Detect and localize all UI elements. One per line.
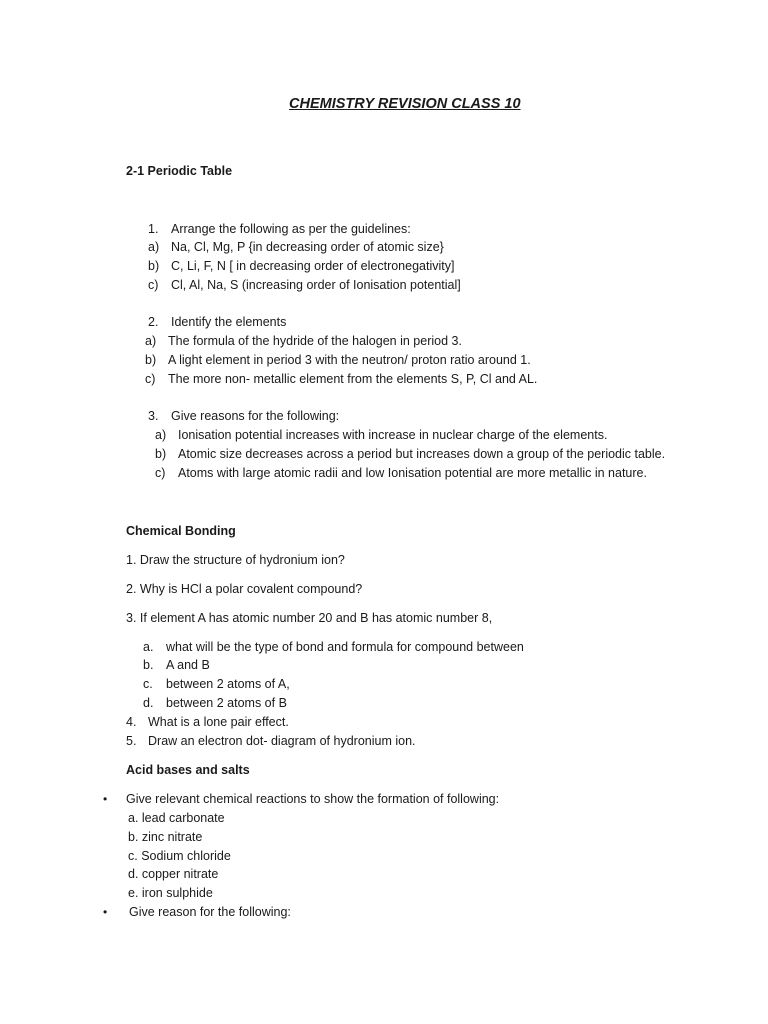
question-3a-label: a) — [155, 428, 167, 442]
bonding-question-1: 1. Draw the structure of hydronium ion? — [126, 553, 345, 567]
acid-question-2: Give reason for the following: — [129, 905, 291, 919]
question-2-number: 2. — [148, 315, 159, 329]
question-3a-text: Ionisation potential increases with increase in nuclear charge of the elements. — [178, 428, 608, 442]
bonding-question-3a-text: what will be the type of bond and formula for compound between — [166, 640, 524, 654]
question-3c-text: Atoms with large atomic radii and low Ionisation potential are more metallic in nature. — [178, 466, 647, 480]
question-2a-label: a) — [145, 334, 157, 348]
question-3b-text: Atomic size decreases across a period but increases down a group of the periodic table. — [178, 447, 666, 461]
bonding-question-3: 3. If element A has atomic number 20 and B has atomic number 8, — [126, 611, 493, 625]
bonding-question-4-text: What is a lone pair effect. — [148, 715, 289, 729]
section-heading-acid-bases-salts: Acid bases and salts — [126, 763, 250, 777]
question-1-text: Arrange the following as per the guidelines: — [171, 222, 411, 236]
question-1a-label: a) — [148, 240, 160, 254]
page-title: CHEMISTRY REVISION CLASS 10 — [289, 96, 521, 112]
question-2b-label: b) — [145, 353, 157, 367]
question-1b-text: C, Li, F, N [ in decreasing order of electronegativity] — [171, 259, 455, 273]
question-2b-text: A light element in period 3 with the neutron/ proton ratio around 1. — [168, 353, 531, 367]
bullet-icon: • — [103, 792, 108, 806]
bonding-question-3b-text: A and B — [166, 658, 210, 672]
acid-question-1d: d. copper nitrate — [128, 867, 219, 881]
question-3-text: Give reasons for the following: — [171, 409, 340, 423]
question-2c-text: The more non- metallic element from the elements S, P, Cl and AL. — [168, 372, 538, 386]
bonding-question-3d-label: d. — [143, 696, 154, 710]
bonding-question-5-number: 5. — [126, 734, 137, 748]
section-heading-periodic-table: 2-1 Periodic Table — [126, 164, 233, 178]
bonding-question-3a-label: a. — [143, 640, 154, 654]
question-3-number: 3. — [148, 409, 159, 423]
question-1c-label: c) — [148, 278, 159, 292]
acid-question-1e: e. iron sulphide — [128, 886, 213, 900]
question-3b-label: b) — [155, 447, 167, 461]
question-1c-text: Cl, Al, Na, S (increasing order of Ionisation potential] — [171, 278, 461, 292]
bonding-question-5-text: Draw an electron dot- diagram of hydronium ion. — [148, 734, 416, 748]
bonding-question-3c-label: c. — [143, 677, 153, 691]
question-1b-label: b) — [148, 259, 160, 273]
bonding-question-3c-text: between 2 atoms of A, — [166, 677, 290, 691]
bonding-question-2: 2. Why is HCl a polar covalent compound? — [126, 582, 363, 596]
acid-question-1: Give relevant chemical reactions to show the formation of following: — [126, 792, 500, 806]
question-2-text: Identify the elements — [171, 315, 287, 329]
bonding-question-3b-label: b. — [143, 658, 154, 672]
acid-question-1b: b. zinc nitrate — [128, 830, 203, 844]
bullet-icon: • — [103, 905, 108, 919]
question-2a-text: The formula of the hydride of the halogen in period 3. — [168, 334, 462, 348]
question-3c-label: c) — [155, 466, 166, 480]
question-1-number: 1. — [148, 222, 159, 236]
bonding-question-4-number: 4. — [126, 715, 137, 729]
section-heading-chemical-bonding: Chemical Bonding — [126, 524, 236, 538]
bonding-question-3d-text: between 2 atoms of B — [166, 696, 287, 710]
acid-question-1c: c. Sodium chloride — [128, 849, 231, 863]
acid-question-1a: a. lead carbonate — [128, 811, 225, 825]
question-1a-text: Na, Cl, Mg, P {in decreasing order of atomic size} — [171, 240, 444, 254]
question-2c-label: c) — [145, 372, 156, 386]
